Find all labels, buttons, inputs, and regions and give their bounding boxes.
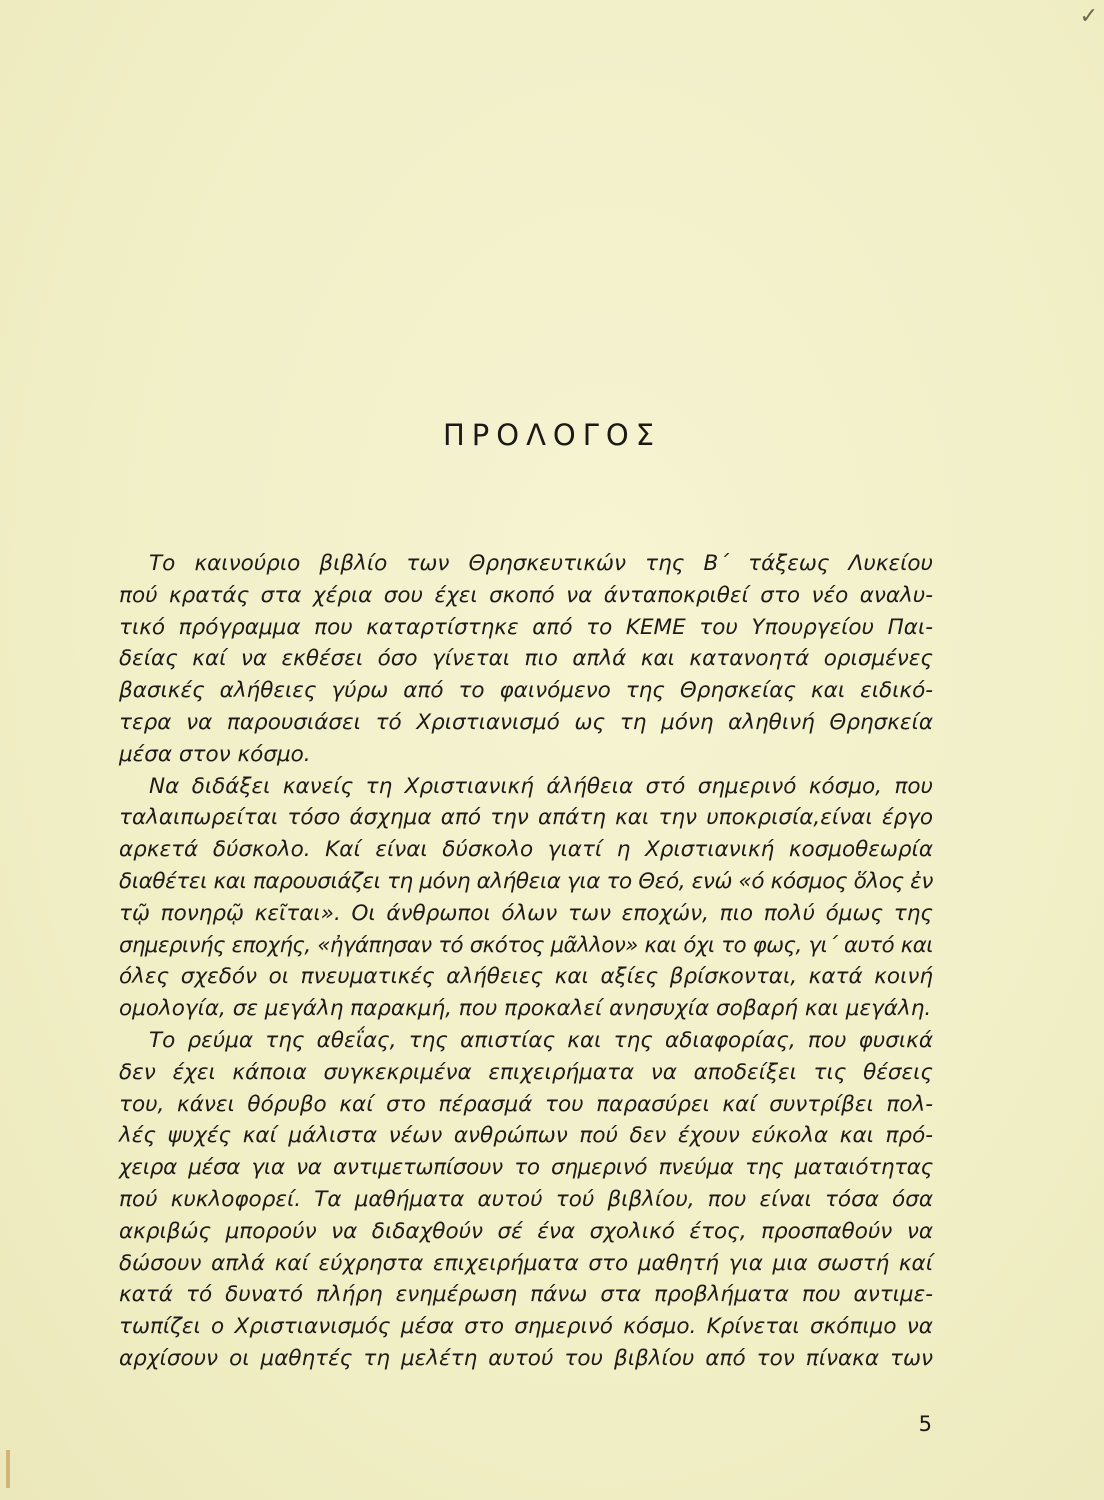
text-line: Το καινούριο βιβλίο των Θρησκευτικών της Β΄ τάξεως Λυκείου xyxy=(149,551,933,576)
text-line: τωπίζει ο Χριστιανισμός μέσα στο σημερινό κόσμο. Κρίνεται σκόπιμο να xyxy=(119,1314,933,1340)
corner-ink-mark: ✓ xyxy=(1079,4,1098,29)
text-line: διαθέτει και παρουσιάζει τη μόνη αλήθεια για το Θεό, ενώ «ό κόσμος ὅλος ἐν xyxy=(119,868,933,894)
prologue-body xyxy=(119,548,933,1375)
page-number: 5 xyxy=(918,1412,932,1436)
text-line: κατά τό δυνατό πλήρη ενημέρωση πάνω στα προβλήματα που αντιμε- xyxy=(119,1282,933,1308)
text-line: χειρα μέσα για να αντιμετωπίσουν το σημερινό πνεύμα της ματαιότητας xyxy=(119,1155,933,1181)
text-line: λές ψυχές καί μάλιστα νέων ανθρώπων πού δεν έχουν εύκολα και πρό- xyxy=(119,1123,933,1149)
text-line: δείας καί να εκθέσει όσο γίνεται πιο απλά και κατανοητά ορισμένες xyxy=(119,646,933,672)
text-line: ομολογία, σε μεγάλη παρακμή, που προκαλεί ανησυχία σοβαρή και μεγάλη. xyxy=(119,996,932,1022)
text-line: Να διδάξει κανείς τη Χριστιανική άλήθεια στό σημερινό κόσμο, που xyxy=(149,773,933,799)
text-line: αρκετά δύσκολο. Καί είναι δύσκολο γιατί η Χριστιανική κοσμοθεωρία xyxy=(119,837,933,863)
text-line: πού κυκλοφορεί. Τα μαθήματα αυτού τού βιβλίου, που είναι τόσα όσα xyxy=(119,1186,933,1212)
text-line: τικό πρόγραμμα που καταρτίστηκε από το ΚΕΜΕ του Υπουργείου Παι- xyxy=(119,614,933,640)
text-line: τῷ πονηρῷ κεῖται». Οι άνθρωποι όλων των εποχών, πιο πολύ όμως της xyxy=(119,900,933,926)
text-line: ταλαιπωρείται τόσο άσχημα από την απάτη και την υποκρισία,είναι έργο xyxy=(119,805,933,831)
text-line: μέσα στον κόσμο. xyxy=(119,741,311,767)
text-line: αρχίσουν οι μαθητές τη μελέτη αυτού του βιβλίου από τον πίνακα των xyxy=(119,1345,933,1371)
binding-edge-mark xyxy=(6,1450,10,1488)
text-line: όλες σχεδόν οι πνευματικές αλήθειες και αξίες βρίσκονται, κατά κοινή xyxy=(119,964,933,990)
page-title: ΠΡΟΛΟΓΟΣ xyxy=(442,418,662,452)
text-line: δώσουν απλά καί εύχρηστα επιχειρήματα στο μαθητή για μια σωστή καί xyxy=(119,1250,933,1276)
paragraph-1 xyxy=(119,548,933,771)
text-line: του, κάνει θόρυβο καί στο πέρασμά του παρασύρει καί συντρίβει πολ- xyxy=(119,1091,933,1117)
text-line: Το ρεύμα της αθεΐας, της απιστίας και της αδιαφορίας, που φυσικά xyxy=(149,1027,933,1053)
paragraph-3 xyxy=(119,1025,933,1375)
text-line: ακριβώς μπορούν να διδαχθούν σέ ένα σχολικό έτος, προσπαθούν να xyxy=(119,1218,933,1244)
text-line: πού κρατάς στα χέρια σου έχει σκοπό να άνταποκριθεί στο νέο αναλυ- xyxy=(119,582,933,608)
text-line: δεν έχει κάποια συγκεκριμένα επιχειρήματα να αποδείξει τις θέσεις xyxy=(119,1059,933,1085)
text-line: βασικές αλήθειες γύρω από το φαινόμενο της Θρησκείας και ειδικό- xyxy=(119,678,933,704)
paragraph-2 xyxy=(119,771,933,1025)
text-line: τερα να παρουσιάσει τό Χριστιανισμό ως τη μόνη αληθινή Θρησκεία xyxy=(119,709,933,735)
text-line: σημερινής εποχής, «ἠγάπησαν τό σκότος μᾶλλον» και όχι το φως, γι΄ αυτό και xyxy=(119,932,933,958)
